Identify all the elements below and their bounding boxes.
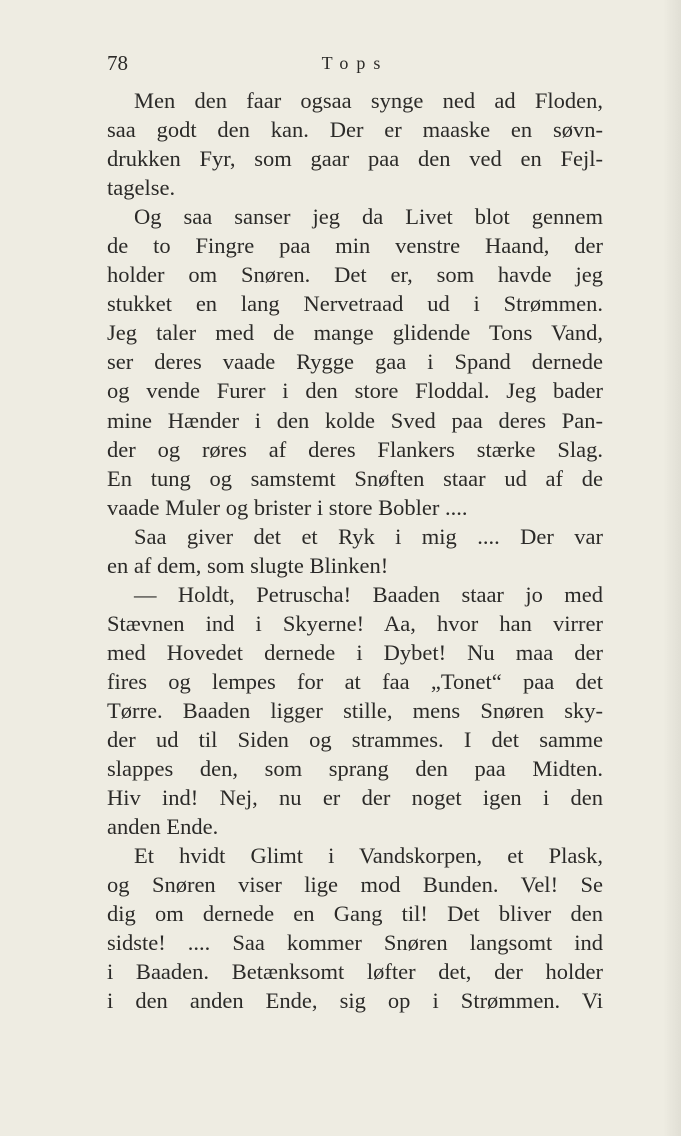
running-title: Tops [321,53,389,73]
page-header [107,48,603,78]
text-line: i Baaden. Betænksomt løfter det, der holder [107,959,603,985]
text-line: stukket en lang Nervetraad ud i Strømmen. [107,291,603,317]
text-line: anden Ende. [107,814,219,840]
text-line: holder om Snøren. Det er, som havde jeg [107,262,603,288]
text-line: med Hovedet dernede i Dybet! Nu maa der [107,639,603,665]
text-line: der ud til Siden og strammes. I det samme [107,727,603,753]
text-line: Hiv ind! Nej, nu er der noget igen i den [107,785,603,811]
text-line: Jeg taler med de mange glidende Tons Vand, [107,320,603,346]
text-line: og vende Furer i den store Floddal. Jeg bader [107,378,603,404]
text-line: der og røres af deres Flankers stærke Slag. [107,436,603,462]
text-line: og Snøren viser lige mod Bunden. Vel! Se [107,872,603,898]
text-line: Tørre. Baaden ligger stille, mens Snøren sky- [107,697,603,723]
text-line: Et hvidt Glimt i Vandskorpen, et Plask, [134,843,603,869]
body-text [107,86,603,1016]
text-line: ser deres vaade Rygge gaa i Spand dernede [107,349,603,375]
text-line: Og saa sanser jeg da Livet blot gennem [134,204,603,230]
text-line: dig om dernede en Gang til! Det bliver den [107,901,603,927]
text-line: saa godt den kan. Der er maaske en søvn- [107,117,603,143]
text-line: fires og lempes for at faa „Tonet“ paa det [107,668,603,694]
text-line: — Holdt, Petruscha! Baaden staar jo med [134,581,603,607]
text-line: drukken Fyr, som gaar paa den ved en Fejl- [107,146,603,172]
text-line: sidste! .... Saa kommer Snøren langsomt ind [107,930,603,956]
text-line: en af dem, som slugte Blinken! [107,552,389,578]
text-line: i den anden Ende, sig op i Strømmen. Vi [107,988,603,1014]
text-line: Stævnen ind i Skyerne! Aa, hvor han virrer [107,610,603,636]
text-line: Saa giver det et Ryk i mig .... Der var [134,523,603,549]
text-line: En tung og samstemt Snøften staar ud af de [107,465,603,491]
text-line: Men den faar ogsaa synge ned ad Floden, [134,88,603,113]
text-line: mine Hænder i den kolde Sved paa deres Pan- [107,407,603,433]
page-edge-shadow [663,0,681,1136]
text-line: vaade Muler og brister i store Bobler .... [107,494,468,520]
text-line: tagelse. [107,175,176,201]
page-number: 78 [107,51,128,75]
text-line: de to Fingre paa min venstre Haand, der [107,233,603,259]
text-line: slappes den, som sprang den paa Midten. [107,756,603,782]
